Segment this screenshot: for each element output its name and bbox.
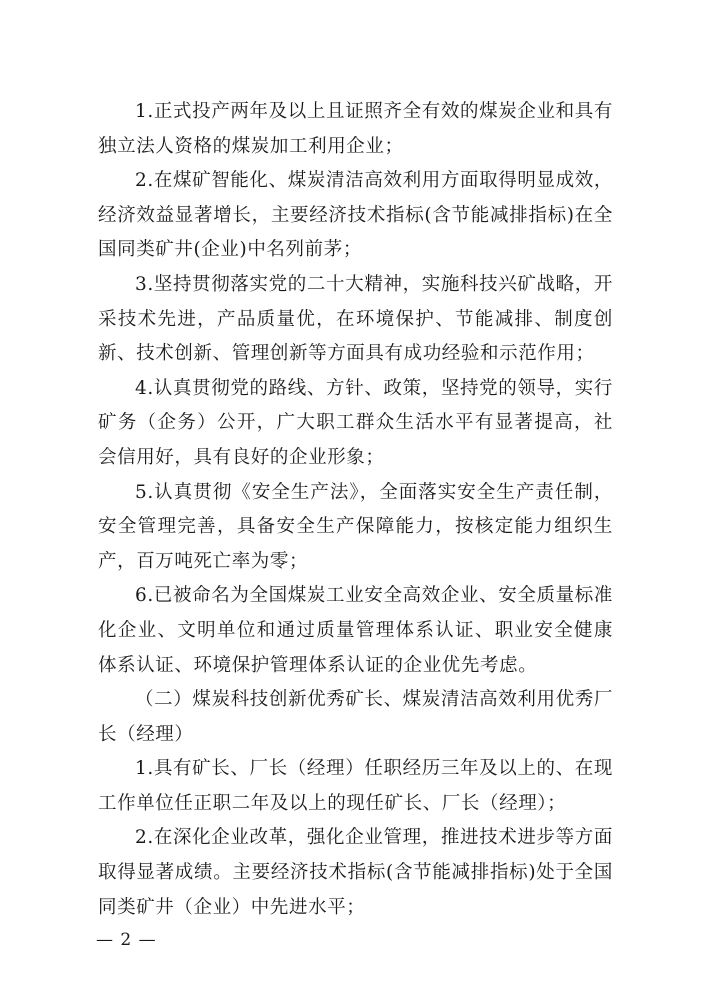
paragraph-section2-criterion-1: 1.具有矿长、厂长（经理）任职经历三年及以上的、在现工作单位任正职二年及以上的现任矿长、厂长（经理）；: [98, 758, 613, 814]
section-heading-2: （二）煤炭科技创新优秀矿长、煤炭清洁高效利用优秀厂长（经理）: [98, 689, 613, 745]
document-body: [98, 95, 613, 925]
paragraph-section2-criterion-2: 2.在深化企业改革，强化企业管理，推进技术进步等方面取得显著成绩。主要经济技术指标(含节能减排指标)处于全国同类矿井（企业）中先进水平；: [98, 827, 613, 918]
paragraph-criterion-3: 3.坚持贯彻落实党的二十大精神，实施科技兴矿战略，开采技术先进，产品质量优，在环境保护、节能减排、制度创新、技术创新、管理创新等方面具有成功经验和示范作用；: [98, 273, 613, 365]
page-number: — 2 —: [96, 930, 157, 950]
paragraph-criterion-5: 5.认真贯彻《安全生产法》，全面落实安全生产责任制，安全管理完善，具备安全生产保障能力，按核定能力组织生产，百万吨死亡率为零；: [98, 481, 613, 572]
paragraph-criterion-2: 2.在煤矿智能化、煤炭清洁高效利用方面取得明显成效，经济效益显著增长，主要经济技术指标(含节能减排指标)在全国同类矿井(企业)中名列前茅；: [98, 170, 613, 261]
paragraph-criterion-6: 6.已被命名为全国煤炭工业安全高效企业、安全质量标准化企业、文明单位和通过质量管理体系认证、职业安全健康体系认证、环境保护管理体系认证的企业优先考虑。: [98, 585, 613, 676]
paragraph-criterion-4: 4.认真贯彻党的路线、方针、政策，坚持党的领导，实行矿务（企务）公开，广大职工群众生活水平有显著提高，社会信用好，具有良好的企业形象；: [98, 377, 613, 468]
paragraph-criterion-1: 1.正式投产两年及以上且证照齐全有效的煤炭企业和具有独立法人资格的煤炭加工利用企业；: [98, 101, 613, 157]
